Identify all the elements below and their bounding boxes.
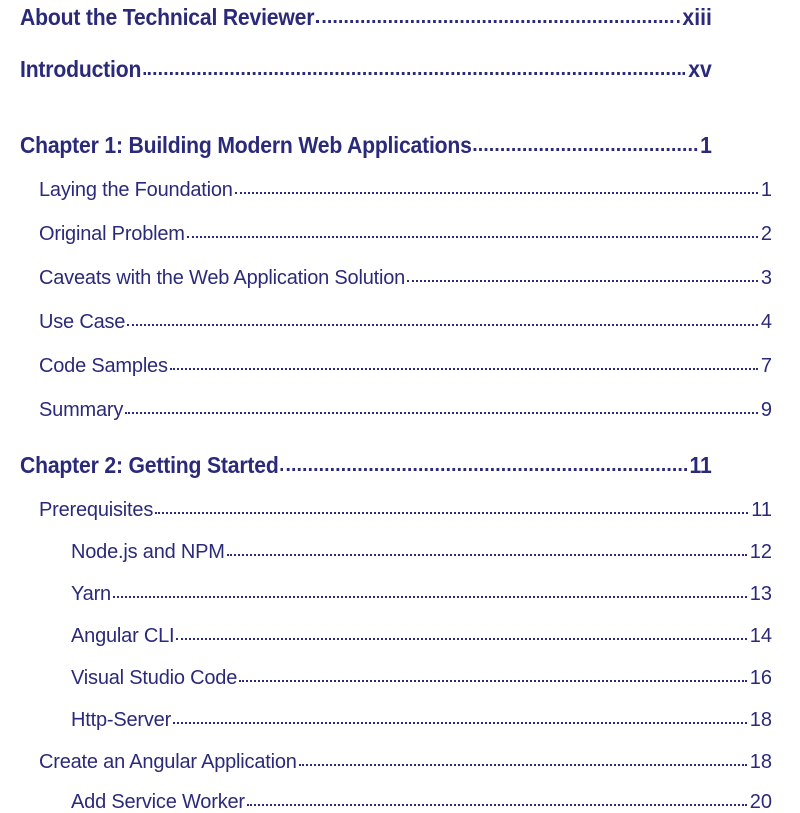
toc-entry-label: Original Problem bbox=[39, 223, 185, 245]
toc-entry-original-problem[interactable] bbox=[39, 224, 772, 244]
toc-entry-label: Node.js and NPM bbox=[71, 541, 225, 563]
toc-entry-label: Prerequisites bbox=[39, 499, 154, 521]
toc-entry-label: Yarn bbox=[71, 583, 111, 605]
toc-entry-summary[interactable] bbox=[39, 400, 772, 420]
toc-entry-page: 18 bbox=[749, 751, 772, 773]
dot-leader bbox=[113, 596, 747, 598]
toc-entry-page: 20 bbox=[749, 791, 772, 813]
dot-leader bbox=[155, 512, 748, 514]
toc-entry-page: 14 bbox=[749, 625, 772, 647]
toc-entry-label: Caveats with the Web Application Solution bbox=[39, 267, 406, 289]
toc-entry-chapter-2[interactable] bbox=[20, 454, 712, 477]
toc-entry-introduction[interactable] bbox=[20, 58, 712, 81]
toc-entry-label: Code Samples bbox=[39, 355, 168, 377]
dot-leader bbox=[127, 324, 758, 326]
toc-entry-label: Visual Studio Code bbox=[71, 667, 238, 689]
toc-entry-prerequisites[interactable] bbox=[39, 500, 772, 520]
toc-entry-page: 12 bbox=[749, 541, 772, 563]
dot-leader bbox=[227, 554, 747, 556]
toc-entry-label: Use Case bbox=[39, 311, 126, 333]
dot-leader bbox=[474, 148, 698, 151]
toc-entry-create-angular-app[interactable] bbox=[39, 752, 772, 772]
dot-leader bbox=[170, 368, 758, 370]
dot-leader bbox=[143, 72, 685, 75]
dot-leader bbox=[235, 192, 758, 194]
toc-entry-chapter-1[interactable] bbox=[20, 134, 712, 157]
toc-entry-use-case[interactable] bbox=[39, 312, 772, 332]
dot-leader bbox=[299, 764, 747, 766]
dot-leader bbox=[239, 680, 747, 682]
toc-entry-page: xiii bbox=[682, 4, 712, 30]
toc-entry-label: Angular CLI bbox=[71, 625, 175, 647]
dot-leader bbox=[247, 804, 747, 806]
toc-entry-label: Chapter 2: Getting Started bbox=[20, 452, 279, 478]
dot-leader bbox=[125, 412, 758, 414]
toc-entry-page: 11 bbox=[751, 499, 772, 521]
toc-entry-label: Introduction bbox=[20, 56, 142, 82]
toc-entry-page: 13 bbox=[749, 583, 772, 605]
toc-entry-label: Laying the Foundation bbox=[39, 179, 233, 201]
dot-leader bbox=[187, 236, 758, 238]
toc-entry-label: Summary bbox=[39, 399, 124, 421]
toc-entry-yarn[interactable] bbox=[71, 584, 772, 604]
toc-entry-about-reviewer[interactable] bbox=[20, 6, 712, 29]
toc-entry-add-service-worker[interactable] bbox=[71, 792, 772, 812]
toc-entry-page: 16 bbox=[749, 667, 772, 689]
toc-entry-page: 3 bbox=[760, 267, 772, 289]
toc-entry-page: 1 bbox=[760, 179, 772, 201]
toc-entry-nodejs-npm[interactable] bbox=[71, 542, 772, 562]
dot-leader bbox=[407, 280, 758, 282]
toc-entry-label: Http-Server bbox=[71, 709, 172, 731]
toc-entry-label: Create an Angular Application bbox=[39, 751, 297, 773]
toc-entry-page: xv bbox=[688, 56, 712, 82]
dot-leader bbox=[176, 638, 746, 640]
toc-entry-page: 9 bbox=[760, 399, 772, 421]
toc-entry-page: 18 bbox=[749, 709, 772, 731]
dot-leader bbox=[173, 722, 747, 724]
toc-entry-page: 1 bbox=[700, 132, 712, 158]
toc-entry-label: About the Technical Reviewer bbox=[20, 4, 315, 30]
dot-leader bbox=[316, 20, 680, 23]
toc-entry-angular-cli[interactable] bbox=[71, 626, 772, 646]
toc-entry-label: Add Service Worker bbox=[71, 791, 245, 813]
toc-entry-page: 4 bbox=[760, 311, 772, 333]
toc-entry-page: 11 bbox=[689, 452, 712, 478]
toc-entry-label: Chapter 1: Building Modern Web Applications bbox=[20, 132, 472, 158]
toc-entry-vscode[interactable] bbox=[71, 668, 772, 688]
dot-leader bbox=[280, 468, 686, 471]
toc-entry-laying-foundation[interactable] bbox=[39, 180, 772, 200]
toc-entry-http-server[interactable] bbox=[71, 710, 772, 730]
toc-entry-code-samples[interactable] bbox=[39, 356, 772, 376]
toc-entry-caveats[interactable] bbox=[39, 268, 772, 288]
toc-entry-page: 2 bbox=[760, 223, 772, 245]
toc-entry-page: 7 bbox=[760, 355, 772, 377]
